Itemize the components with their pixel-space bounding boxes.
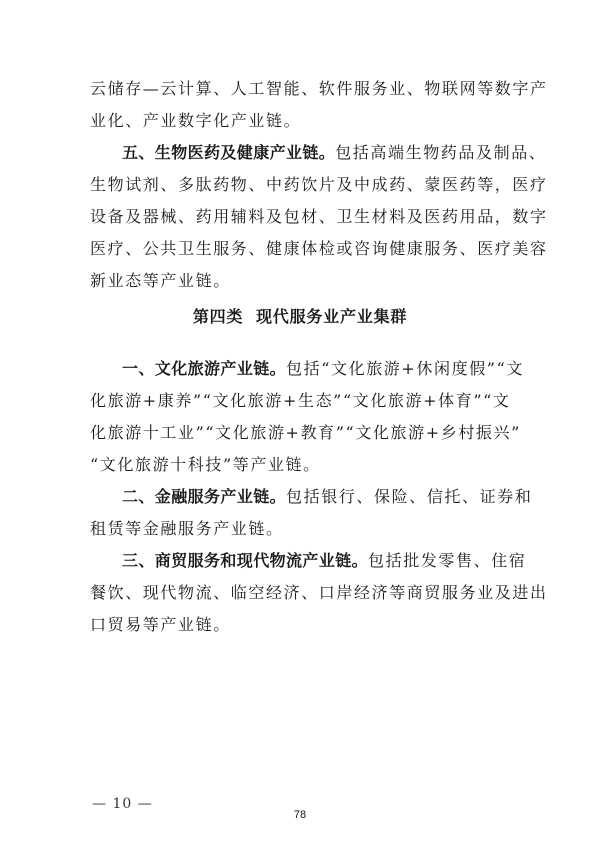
footer-number: 78 [293,809,307,821]
paragraph-title: 五、生物医药及健康产业链。 [122,143,336,162]
paragraph-text: 包括银行、保险、信托、证券和 [286,487,533,506]
paragraph-title: 二、金融服务产业链。 [122,487,287,506]
paragraph-first-line [122,551,527,571]
paragraph-text: 包括“文化旅游+休闲度假”“文 [286,359,524,378]
section-heading: 第四类 现代服务业产业集群 [192,307,408,326]
paragraph-first-line [122,487,533,507]
paragraph-line: 生物试剂、多肽药物、中药饮片及中成药、蒙医药等，医疗 [90,175,548,194]
paragraph-line: 口贸易等产业链。 [90,615,231,634]
paragraph-title: 一、文化旅游产业链。 [122,359,287,378]
paragraph-line: 云储存—云计算、人工智能、软件服务业、物联网等数字产 [90,79,548,98]
paragraph-line: 化旅游+康养”“文化旅游+生态”“文化旅游+体育”“文 [90,391,511,410]
page-number: — 10 — [92,796,153,812]
paragraph-first-line [122,143,547,163]
paragraph-line: 医疗、公共卫生服务、健康体检或咨询健康服务、医疗美容 [90,239,548,258]
paragraph-first-line [122,359,524,379]
paragraph-title: 三、商贸服务和现代物流产业链。 [122,551,369,570]
paragraph-line: 新业态等产业链。 [90,271,231,290]
paragraph-text: 包括批发零售、住宿 [368,551,527,570]
paragraph-line: 租赁等金融服务产业链。 [90,519,284,538]
paragraph-line: 化旅游十工业”“文化旅游+教育”“文化旅游+乡村振兴” [90,423,521,442]
paragraph-line: 业化、产业数字化产业链。 [90,111,302,130]
paragraph-line: 餐饮、现代物流、临空经济、口岸经济等商贸服务业及进出 [90,583,548,602]
paragraph-line: “文化旅游十科技”等产业链。 [90,455,321,474]
paragraph-text: 包括高端生物药品及制品、 [335,143,547,162]
paragraph-line: 设备及器械、药用辅料及包材、卫生材料及医药用品，数字 [90,207,548,226]
